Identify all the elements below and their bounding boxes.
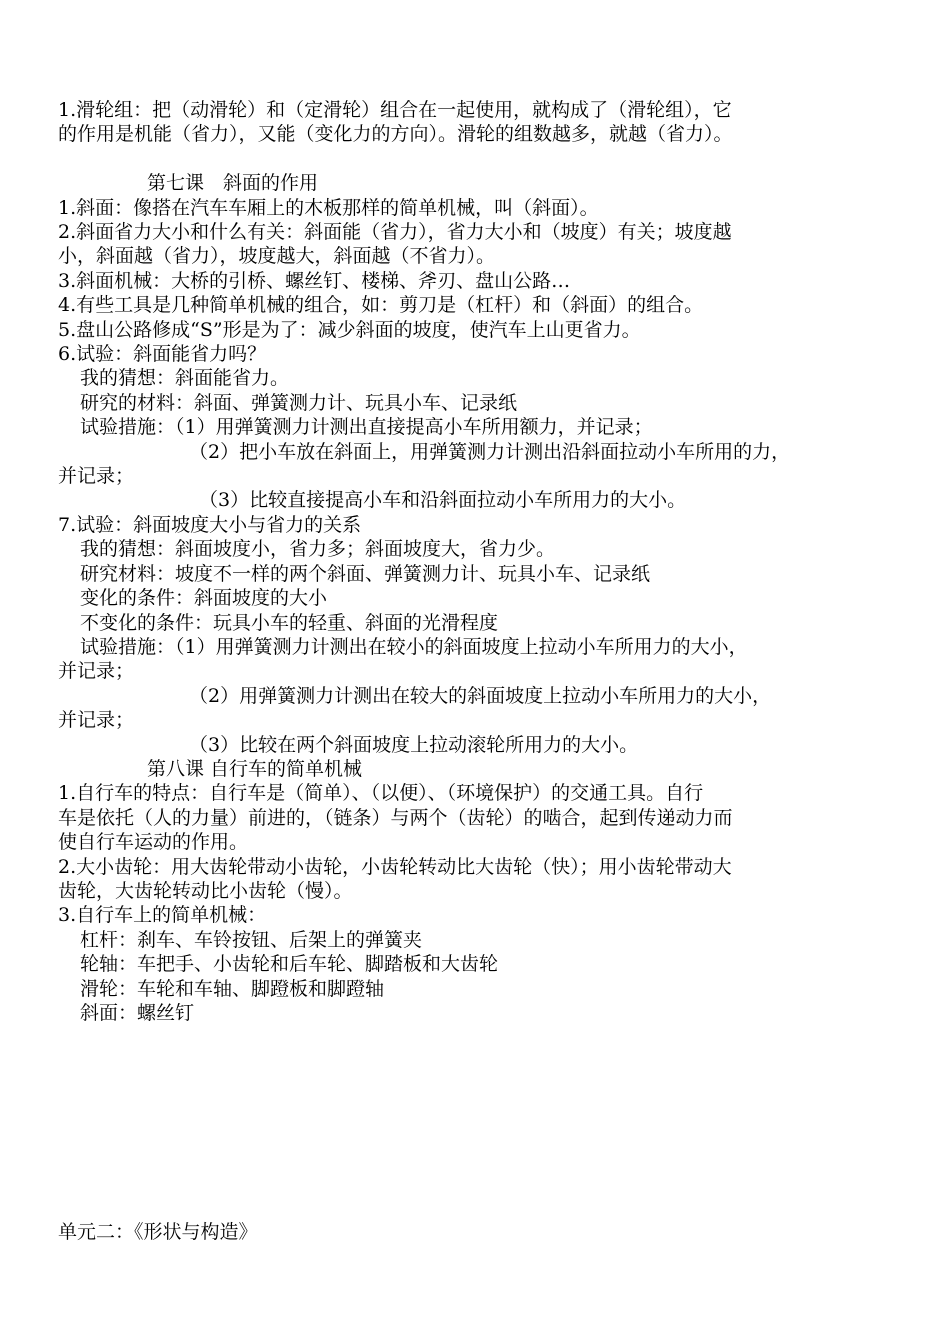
lesson-7-item: 3.斜面机械：大桥的引桥、螺丝钉、楼梯、斧刃、盘山公路… bbox=[58, 269, 571, 292]
exp1-guess: 我的猜想：斜面能省力。 bbox=[80, 367, 290, 390]
lesson-7-title: 第七课 斜面的作用 bbox=[147, 172, 319, 195]
document-body bbox=[58, 98, 888, 1025]
lesson-7-item: 4.有些工具是几种简单机械的组合，如：剪刀是（杠杆）和（斜面）的组合。 bbox=[58, 294, 704, 317]
lesson-7-item: 7.试验：斜面坡度大小与省力的关系 bbox=[58, 513, 362, 536]
pulley-group-line-1: 1.滑轮组：把（动滑轮）和（定滑轮）组合在一起使用，就构成了（滑轮组），它 bbox=[58, 99, 732, 121]
lesson-8-item: 1.自行车的特点：自行车是（简单）、（以便）、（环境保护）的交通工具。自行 bbox=[58, 782, 704, 805]
exp2-materials: 研究材料：坡度不一样的两个斜面、弹簧测力计、玩具小车、记录纸 bbox=[80, 562, 651, 585]
unit-2-heading: 单元二：《形状与构造》 bbox=[58, 1221, 258, 1243]
lesson-7-item: 6.试验：斜面能省力吗？ bbox=[58, 343, 267, 366]
lesson-8-item: 齿轮，大齿轮转动比小齿轮（慢）。 bbox=[58, 879, 353, 902]
bike-machine-incline: 斜面：螺丝钉 bbox=[80, 1002, 195, 1025]
lesson-8-item: 车是依托（人的力量）前进的，（链条）与两个（齿轮）的啮合，起到传递动力而 bbox=[58, 806, 733, 829]
lesson-8-title: 第八课 自行车的简单机械 bbox=[147, 757, 363, 780]
exp1-step-2: （2）把小车放在斜面上，用弹簧测力计测出沿斜面拉动小车所用的力， bbox=[189, 440, 791, 463]
lesson-7-item: 5.盘山公路修成“S”形是为了：减少斜面的坡度，使汽车上山更省力。 bbox=[58, 318, 641, 341]
spacer bbox=[58, 147, 888, 171]
exp2-step-2-cont: 并记录； bbox=[58, 709, 135, 732]
exp1-step-2-cont: 并记录； bbox=[58, 465, 135, 488]
exp2-step-1-cont: 并记录； bbox=[58, 660, 135, 683]
exp1-materials: 研究的材料：斜面、弹簧测力计、玩具小车、记录纸 bbox=[80, 391, 518, 414]
lesson-8-item: 2.大小齿轮：用大齿轮带动小齿轮，小齿轮转动比大齿轮（快）；用小齿轮带动大 bbox=[58, 855, 732, 878]
exp1-step-1: 试验措施：（1）用弹簧测力计测出直接提高小车所用额力，并记录； bbox=[80, 416, 653, 439]
exp2-changing: 变化的条件：斜面坡度的大小 bbox=[80, 587, 328, 610]
exp2-guess: 我的猜想：斜面坡度小，省力多；斜面坡度大，省力少。 bbox=[80, 538, 556, 561]
lesson-7-item: 小，斜面越（省力），坡度越大，斜面越（不省力）。 bbox=[58, 245, 496, 268]
exp2-step-3: （3）比较在两个斜面坡度上拉动滚轮所用力的大小。 bbox=[189, 733, 639, 756]
exp2-step-2: （2）用弹簧测力计测出在较大的斜面坡度上拉动小车所用力的大小， bbox=[189, 684, 772, 707]
exp1-step-3: （3）比较直接提高小车和沿斜面拉动小车所用力的大小。 bbox=[199, 489, 687, 512]
lesson-8-item: 3.自行车上的简单机械： bbox=[58, 904, 267, 927]
lesson-7-item: 1.斜面：像搭在汽车车厢上的木板那样的简单机械，叫（斜面）。 bbox=[58, 196, 599, 219]
bike-machine-pulley: 滑轮：车轮和车轴、脚蹬板和脚蹬轴 bbox=[80, 977, 385, 1000]
bike-machine-wheel-axle: 轮轴：车把手、小齿轮和后车轮、脚踏板和大齿轮 bbox=[80, 953, 499, 976]
bike-machine-lever: 杠杆：刹车、车铃按钮、后架上的弹簧夹 bbox=[80, 928, 423, 951]
exp2-step-1: 试验措施：（1）用弹簧测力计测出在较小的斜面坡度上拉动小车所用力的大小， bbox=[80, 635, 748, 658]
pulley-group-line-2: 的作用是机能（省力），又能（变化力的方向）。滑轮的组数越多，就越（省力）。 bbox=[58, 123, 733, 146]
lesson-8-item: 使自行车运动的作用。 bbox=[58, 831, 249, 854]
lesson-7-item: 2.斜面省力大小和什么有关：斜面能（省力），省力大小和（坡度）有关；坡度越 bbox=[58, 221, 732, 244]
exp2-constant: 不变化的条件：玩具小车的轻重、斜面的光滑程度 bbox=[80, 611, 499, 634]
